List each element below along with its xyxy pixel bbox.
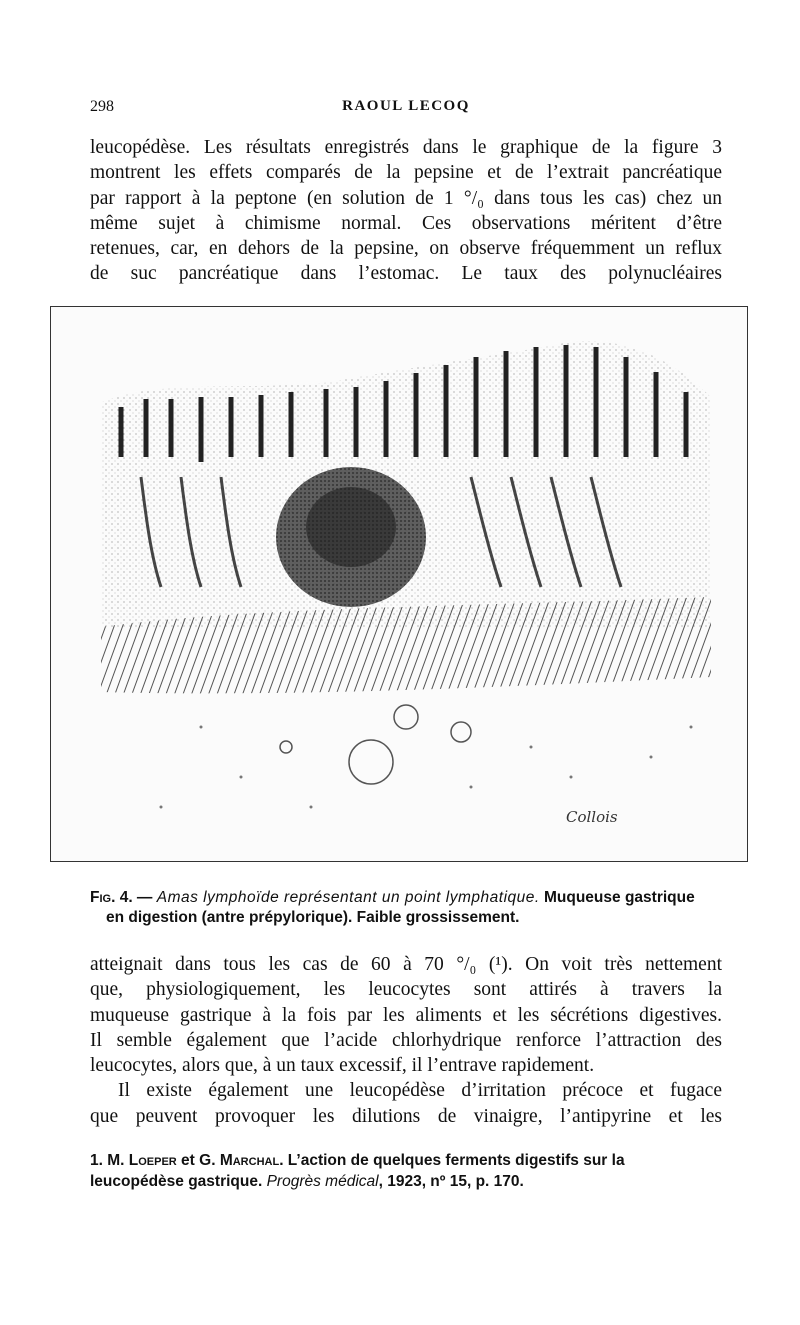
text-line: retenues, car, en dehors de la pepsine, on observe fréquemment un reflux — [90, 238, 722, 260]
text-line: muqueuse gastrique à la fois par les aliments et les sécrétions digestives. — [90, 1004, 722, 1026]
text-line: Il existe également une leucopédèse d’irritation précoce et fugace — [118, 1080, 722, 1102]
text-line: atteignait dans tous les cas de 60 à 70 °/₀ (¹). On voit très nettement — [90, 954, 722, 975]
running-head: RAOUL LECOQ — [342, 98, 470, 114]
caption-label: Fig. 4. — [90, 889, 133, 906]
caption-text-cont: en digestion (antre prépylorique). Faible grossissement. — [106, 909, 520, 926]
submucosa — [280, 705, 471, 784]
footnote-author: M. Loeper — [107, 1152, 177, 1169]
text-line: montrent les effets comparés de la pepsine et de l’extrait pancréatique — [90, 162, 722, 184]
page-header — [90, 98, 722, 120]
caption-title: Amas lymphoïde représentant un point lymphatique. — [156, 889, 540, 906]
submucosa-dots — [160, 726, 693, 809]
text-line: que peuvent provoquer les dilutions de vinaigre, l’antipyrine et les — [90, 1105, 722, 1127]
text-line: de suc pancréatique dans l’estomac. Le taux des polynucléaires — [90, 263, 722, 285]
figure-caption — [90, 888, 730, 928]
histology-figure — [50, 306, 748, 862]
footnote — [90, 1150, 722, 1192]
footnote-journal: Progrès médical — [266, 1173, 379, 1190]
footnote-and: et — [176, 1152, 200, 1169]
body-paragraph-bottom — [90, 952, 722, 1129]
body-paragraph-top — [90, 135, 722, 287]
text-line: Il semble également que l’acide chlorhydrique renforce l’attraction des — [90, 1029, 722, 1051]
caption-text: Muqueuse gastrique — [539, 889, 695, 906]
text-line: leucocytes, alors que, à un taux excessif, il l’entrave rapidement. — [90, 1055, 595, 1077]
text-line: par rapport à la peptone (en solution de 1 °/₀ dans tous les cas) chez un — [90, 187, 722, 209]
footnote-author: G. Marchal — [199, 1152, 280, 1169]
footnote-title-cont: leucopédèse gastrique. — [90, 1173, 267, 1190]
histology-illustration — [51, 307, 747, 861]
text-line: même sujet à chimisme normal. Ces observations méritent d’être — [90, 212, 722, 234]
footnote-ref: , 1923, nº 15, p. 170. — [378, 1173, 524, 1190]
text-line: leucopédèse. Les résultats enregistrés dans le graphique de la figure 3 — [90, 137, 722, 158]
caption-dash: — — [132, 889, 157, 906]
footnote-title: . L’action de quelques ferments digestifs sur la — [279, 1152, 625, 1169]
text-line: que, physiologiquement, les leucocytes sont attirés à travers la — [90, 979, 722, 1001]
artist-signature: Collois — [566, 808, 618, 826]
page-number: 298 — [90, 98, 114, 115]
footnote-number: 1. — [90, 1152, 108, 1169]
